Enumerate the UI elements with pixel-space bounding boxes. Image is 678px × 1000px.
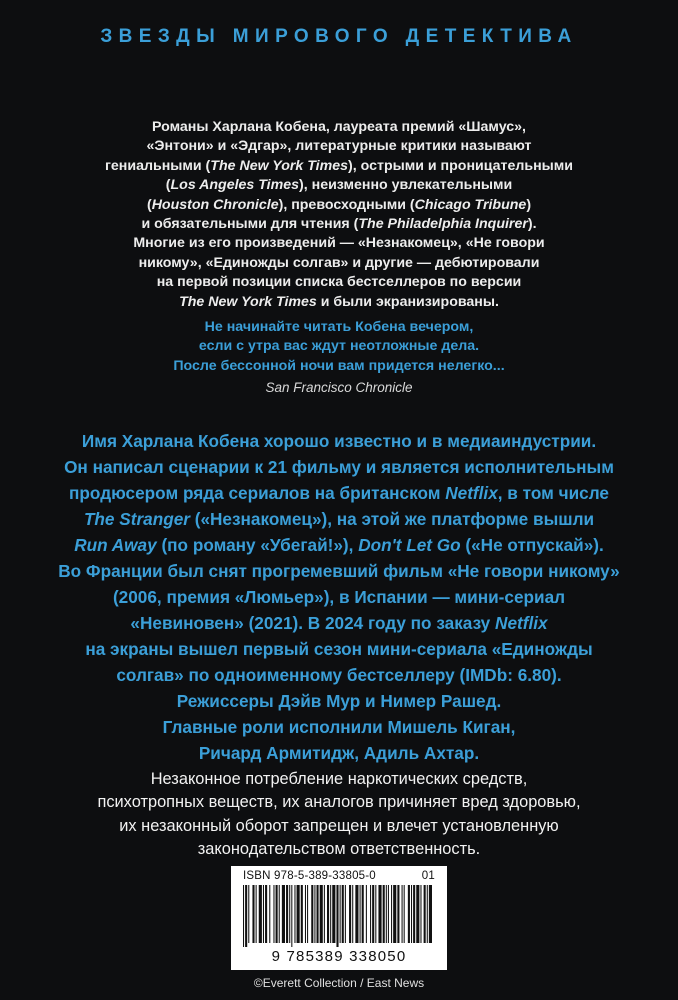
text-run: ) [526,196,532,213]
quote-line: если с утра вас ждут неотложные дела. [198,338,480,355]
media-line [30,714,648,740]
quote-line: После бессонной ночи вам придется нелегко... [173,357,505,374]
italic-title: Don't Let Go [358,535,461,555]
blurb-line [60,196,618,215]
text-run: ( [165,177,171,194]
blurb-line [60,176,618,195]
blurb-line [60,273,618,292]
text-run: Главные роли исполнили Мишель Киган, [162,717,516,737]
review-quote [60,318,618,398]
text-run: ( [146,196,152,213]
text-run: («Незнакомец»), на этой же платформе вышли [189,509,595,529]
media-line [30,558,648,584]
media-line [30,454,648,480]
media-line [30,584,648,610]
blurb-line [60,215,618,234]
series-title: ЗВЕЗДЫ МИРОВОГО ДЕТЕКТИВА [100,26,578,47]
media-line [30,480,648,506]
quote-line: Не начинайте читать Кобена вечером, [204,319,474,335]
isbn-label: ISBN 978-5-389-33805-0 [243,870,376,882]
blurb-line [60,293,618,312]
italic-title: The Philadelphia Inquirer [358,216,528,233]
text-run: («Не отпускай»). [460,535,604,555]
text-run: на первой позиции списка бестселлеров по версии [156,274,522,291]
text-run: «Энтони» и «Эдгар», литературные критики называют [146,138,532,155]
blurb-line [60,137,618,156]
barcode-icon [243,885,435,947]
warning-line: их незаконный оборот запрещен и влечет установленную [119,816,559,835]
italic-title: Run Away [74,535,157,555]
isbn-line [243,870,435,882]
media-line [30,688,648,714]
text-run: ), острыми и проницательными [348,157,573,174]
italic-title: Chicago Tribune [414,196,527,213]
media-line [30,532,648,558]
warning-line: законодательством ответственность. [197,840,481,859]
quote-source: San Francisco Chronicle [265,380,413,396]
blurb-line [60,234,618,253]
warning-line: Незаконное потребление наркотических средств, [150,770,528,788]
italic-title: The New York Times [179,293,317,310]
text-run: ). [527,216,537,233]
text-run: Режиссеры Дэйв Мур и Нимер Рашед. [176,691,502,711]
text-run: и были экранизированы. [316,293,499,310]
text-run: (2006, премия «Люмьер»), в Испании — мини-сериал [112,587,566,607]
italic-title: Los Angeles Times [170,177,300,194]
blurb-line [60,118,618,137]
barcode-digits: 9 785389 338050 [271,948,407,965]
text-run: Ричард Армитидж, Адиль Ахтар. [198,743,480,763]
isbn-addon: 01 [421,870,435,882]
text-run: Многие из его произведений — «Незнакомец», «Не говори [133,235,545,252]
text-run: солгав» по одноименному бестселлеру (IMDb: 6.80). [116,665,562,685]
media-paragraph [30,428,648,766]
text-run: и обязательными для чтения ( [141,216,359,233]
blurb-line [60,254,618,273]
text-run: Романы Харлана Кобена, лауреата премий «Шамус», [152,119,526,135]
text-run: Во Франции был снят прогремевший фильм «Не говори никому» [58,561,620,581]
media-line [30,740,648,766]
text-run: , в том числе [497,483,609,503]
warning-line: психотропных веществ, их аналогов причиняет вред здоровью, [97,793,581,812]
text-run: (по роману «Убегай!»), [156,535,359,555]
italic-title: Netflix [445,483,498,503]
media-line [30,610,648,636]
text-run: продюсером ряда сериалов на британском [69,483,446,503]
text-run: ), превосходными ( [278,196,415,213]
text-run: гениальными ( [104,157,211,174]
photo-credit: ©Everett Collection / East News [253,976,425,990]
blurb-line [60,157,618,176]
media-line [30,662,648,688]
health-warning [30,768,648,862]
text-run: на экраны вышел первый сезон мини-сериала «Единожды [85,639,593,659]
text-run: «Невиновен» (2021). В 2024 году по заказу [130,613,496,633]
italic-title: The Stranger [83,509,190,529]
barcode-block [231,866,447,970]
italic-title: The New York Times [210,157,349,174]
quote-text [60,318,618,376]
text-run: Имя Харлана Кобена хорошо известно и в медиаиндустрии. [81,431,597,451]
media-line [30,428,648,454]
author-blurb [60,118,618,312]
text-run: ), неизменно увлекательными [299,177,513,194]
text-run: Он написал сценарии к 21 фильму и является исполнительным [64,457,614,477]
media-line [30,506,648,532]
media-line [30,636,648,662]
text-run: никому», «Единожды солгав» и другие — дебютировали [138,254,540,271]
italic-title: Houston Chronicle [151,196,279,213]
italic-title: Netflix [495,613,548,633]
